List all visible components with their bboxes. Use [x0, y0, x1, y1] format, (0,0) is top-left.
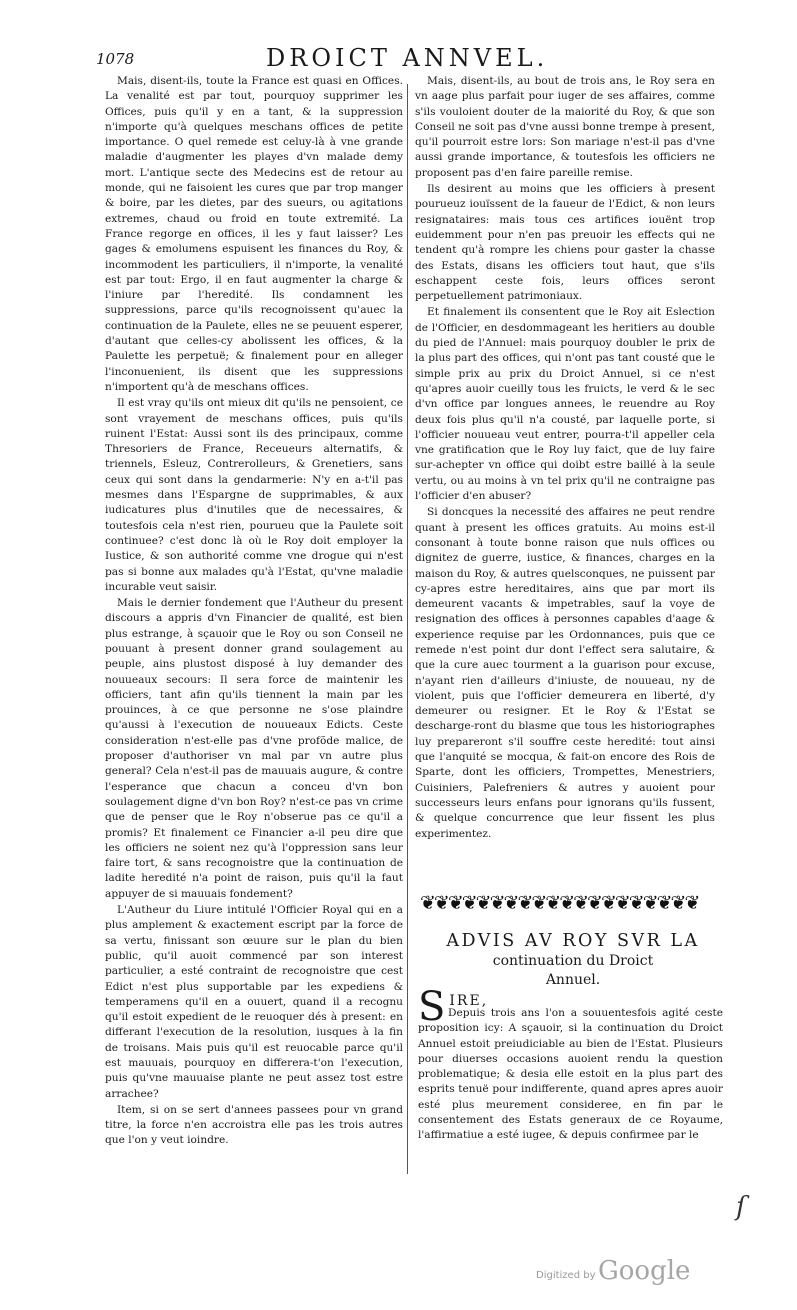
drop-cap: S [418, 984, 446, 1030]
letter-body [418, 1006, 723, 1145]
section-title-line-2: continuation du Droict [492, 953, 654, 969]
marginal-mark: ſ [736, 1192, 746, 1222]
section-title-line-1: ADVIS AV ROY SVR LA [446, 931, 700, 951]
paragraph: Mais le dernier fondement que l'Autheur du present discours a appris d'vn Financier de qualité, est bien plus estrange, à sçauoir que le Roy ou son Conseil ne pouuant à present donner grand soulagement au peuple, ains plustost disposé à luy demander des nouueaux secours: Il sera force de maintenir les officiers, tant afin qu'ils tiennent la main par les prouinces, à ce que personne ne s'ose plaindre qu'aussi à l'execution de nouueaux Edicts. Ceste consideration n'est-elle pas d'vne profõde malice, de proposer d'authoriser vn mal par vn autre plus general? Cela n'est-il pas de mauuais augure, & contre l'esperance que chacun a conceu d'vn bon soulagement digne d'vn bon Roy? n'est-ce pas vn crime que de penser que le Roy n'obserue pas ce qu'il a promis? Et finalement ce Financier a-il peu dire que les officiers ne soient nez qu'à l'oppression sans leur faire tort, & sans recognoistre que la continuation de ladite heredité n'a point de raison, puis qu'il la faut appuyer de si mauuais fondement? [105, 597, 403, 900]
running-title: DROICT ANNVEL. [266, 44, 549, 72]
right-column [415, 74, 715, 843]
paragraph: Mais, disent-ils, toute la France est quasi en Offices. La venalité est par tout, pourquoy supprimer les Offices, puis qu'il y en a tant, & la suppression n'importe qu'à quelques meschans offices de petite importance. O quel remede est celuy-là à vne grande maladie d'augmenter les playes d'vn malade demy mort. L'antique secte des Medecins est de retour au monde, qui ne faisoient les cures que par trop manger & boire, par les dietes, par des sueurs, ou agitations extremes, chaud ou froid en toute extremité. La France regorge en offices, il les y faut laisser? Les gages & emolumens espuisent les finances du Roy, & incommodent les particuliers, il n'importe, la venalité est par tout: Ergo, il en faut augmenter la charge & l'iniure par l'heredité. Ils condamnent les suppressions, parce qu'ils recognoissent qu'auec la continuation de la Paulete, elles ne se peuuent esperer, d'autant que celles-cy abolissent les offices, & la Paulette les perpetuë; & finalement pour en alleger l'inconuenient, ils disent que les suppressions n'importent qu'à de meschans offices. [105, 75, 403, 393]
page-number: 1078 [96, 50, 135, 68]
watermark-small-text: Digitized by [536, 1270, 596, 1281]
ornamental-band: ❦❦❦❦❦❦❦❦❦❦❦❦❦❦❦❦❦❦❦❦ [420, 892, 699, 914]
paragraph: Ils desirent au moins que les officiers à present pourueuz iouïssent de la faueur de l'Edict, & non leurs resignataires: mais tous ces artifices iouënt trop euidemment pour n'en pas preuoir les effects qui ne tendent qu'à rompre les chiens pour gaster la chasse des Estats, disans les officiers tout haut, que s'ils eschappent ceste fois, leurs offices seront perpetuellement patrimoniaux. [415, 183, 715, 303]
paragraph: Depuis trois ans l'on a souuentesfois agité ceste proposition icy: A sçauoir, si la continuation du Droict Annuel estoit preiudiciable au bien de l'Estat. Plusieurs pour diuerses occasions auoient rendu la question problematique; & desia elle estoit en la plus part des esprits tenuë pour indifferente, quand apres apres auoir esté plus meurement consideree, en fin par le consentement des Estats generaux de ce Royaume, l'affirmatiue a esté iugee, & depuis confirmee par le [418, 1007, 723, 1142]
digitized-watermark [536, 1256, 746, 1290]
page-header [96, 44, 746, 74]
paragraph: Et finalement ils consentent que le Roy ait Eslection de l'Officier, en desdommageant les heritiers au double du pied de l'Annuel: mais pourquoy doubler le prix de la plus part des offices, qui n'ont pas tant cousté que le simple prix au prix du Droict Annuel, si ce n'est qu'apres auoir cueilly tous les fruicts, le verd & le sec d'vn office par longues annees, le reuendre au Roy deux fois plus qu'il n'a cousté, par laquelle porte, si l'officier nouueau veut entrer, pourra-t'il appeller cela vne gratification que le Roy luy faict, que de luy faire sur-achepter vn office qui doibt estre baillé à la seule vertu, ou au moins à vn tel prix qu'il ne contraigne pas l'officier d'en abuser? [415, 306, 715, 503]
section-title [418, 930, 728, 990]
google-logo: Google [598, 1256, 691, 1286]
column-divider [407, 84, 408, 1174]
section-title-line-3: Annuel. [545, 972, 601, 988]
paragraph: Il est vray qu'ils ont mieux dit qu'ils ne pensoient, ce sont vrayement de meschans offices, puis qu'ils ruinent l'Estat: Aussi sont ils des principaux, comme Thresoriers de France, Receueurs alternatifs, & triennels, Esleuz, Contrerolleurs, & Grenetiers, sans ceux qui sont dans la gendarmerie: N'y en a-t'il pas mesmes dans l'Espargne de supprimables, & aux iudicatures plus d'inutiles que de necessaires, & toutesfois cela n'est rien, pourueu que la Paulete soit continuee? c'est donc là où le Roy doit employer la Iustice, & son authorité comme vne drogue qui n'est pas si bonne aux malades qu'à l'Estat, qu'vne maladie incurable veut saisir. [105, 397, 403, 593]
paragraph: Mais, disent-ils, au bout de trois ans, le Roy sera en vn aage plus parfait pour iuger de ses affaires, comme s'ils vouloient douter de la maiorité du Roy, & que son Conseil ne soit pas d'vne aussi bonne trempe à present, qu'il pourroit estre lors: Son mariage n'est-il pas d'vne aussi grande importance, & toutesfois les officiers ne proposent pas d'en faire pareille remise. [415, 75, 715, 179]
paragraph: Si doncques la necessité des affaires ne peut rendre quant à present les offices gratuits. Au moins est-il consonant à toute bonne raison que nuls offices ou dignitez de guerre, iustice, & finances, charges en la maison du Roy, & autres quelsconques, ne puissent par cy-apres estre hereditaires, ains que par mort ils demeurent vacants & impetrables, sauf la voye de resignation des offices à personnes capables d'aage & experience requise par les Ordonnances, puis que ce remede n'est point dur dont l'effect sera salutaire, & que la cure auec tourment a la guarison pour excuse, n'ayant rien d'ailleurs d'iniuste, de nouueau, ny de violent, puis que l'officier demeurera en liberté, d'y demeurer ou resigner. Et le Roy & l'Estat se descharge-ront du blasme que tous les historiographes luy prepareront s'il souffre ceste heredité: tout ainsi que l'anquité se mocqua, & fait-on encore des Rois de Sparte, dont les officiers, Trompettes, Menestriers, Cuisiniers, Palefreniers & autres y auoient pour successeurs leurs enfans pour ignorans qu'ils fussent, & quelque concurrence que leur fissent les plus experimentez. [415, 506, 715, 840]
salutation-rest: IRE, [449, 993, 489, 1009]
paragraph: L'Autheur du Liure intitulé l'Officier Royal qui en a plus amplement & exactement escript par la force de sa vertu, finissant son œuure sur le plan du bien public, qu'il auoit commencé par son interest particulier, a esté contraint de recognoistre que cest Edict n'est plus supportable par les expediens & temperamens qu'il en a ouuert, quand il a recognu qu'il estoit expedient de le reuoquer dés à present: en differant l'execution de la resolution, iusques à la fin de troisans. Mais puis qu'il est reuocable parce qu'il est mauuais, pourquoy en differera-t'on l'execution, puis qu'vne mauuaise plante ne peut assez tost estre arrachee? [105, 904, 403, 1100]
paragraph: Item, si on se sert d'annees passees pour vn grand titre, la force n'en accroistra elle pas les trois autres que l'on y veut ioindre. [105, 1103, 403, 1147]
left-column [105, 74, 403, 1150]
